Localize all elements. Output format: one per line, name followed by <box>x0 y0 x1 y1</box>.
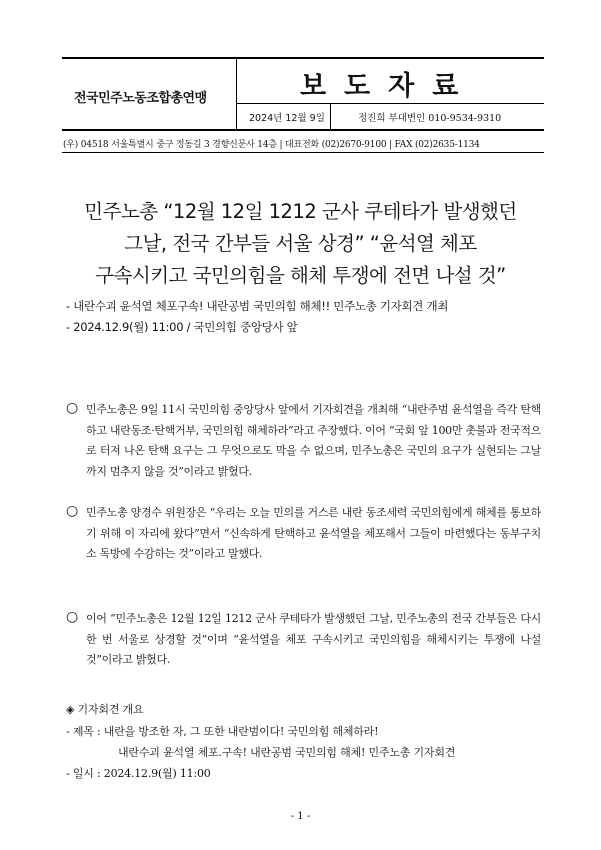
overview-datetime: - 일시 : 2024.12.9(월) 11:00 <box>66 767 211 780</box>
paragraph-bullet: ○ <box>66 503 79 519</box>
overview-heading: ◈ 기자회견 개요 <box>66 703 144 716</box>
org-name: 전국민주노동조합총연맹 <box>74 91 207 106</box>
header-bottom-rule <box>62 129 544 131</box>
headline-line-3: 구속시키고 국민의힘을 해체 투쟁에 전면 나설 것” <box>95 264 506 287</box>
page-number: - 1 - <box>290 811 311 822</box>
paragraph-bullet: ○ <box>66 609 79 625</box>
overview-title-line-1: - 제목 : 내란을 방조한 자, 그 또한 내란범이다! 국민의힘 해체하라! <box>66 725 379 738</box>
header-top-rule <box>62 57 544 59</box>
headline-line-2: 그날, 전국 간부들 서울 상경” “윤석열 체포 <box>124 232 477 255</box>
press-release-title: 보도자료 <box>300 71 477 102</box>
contact-info: 정진희 부대변인 010-9534-9310 <box>358 113 502 124</box>
subtitle-1: - 내란수괴 윤석열 체포구속! 내란공범 국민의힘 해체!! 민주노총 기자회견 개최 <box>66 299 449 313</box>
address-rule <box>62 152 544 153</box>
paragraph-3: 이어 “민주노총은 12월 12일 1212 군사 쿠테타가 발생했던 그날, 민주노총의 전국 간부들은 다시 한 번 서울로 상경할 것”이며 “윤석열을 체포 구속시키고 국민의힘을 해체시키는 투쟁에 나설 것”이라고 밝혔다. <box>86 612 541 666</box>
headline-line-1: 민주노총 “12월 12일 1212 군사 쿠테타가 발생했던 <box>84 200 517 223</box>
address-line: (우) 04518 서울특별시 중구 정동길 3 경향신문사 14층 | 대표전화 (02)2670-9100 | FAX (02)2635-1134 <box>63 140 480 150</box>
subtitle-2: - 2024.12.9(월) 11:00 / 국민의힘 중앙당사 앞 <box>66 320 298 334</box>
release-date: 2024년 12월 9일 <box>249 113 325 124</box>
header-inner-divider <box>330 104 331 129</box>
paragraph-2: 민주노총 양경수 위원장은 “우리는 오늘 민의를 거스른 내란 동조세력 국민의힘에게 해체를 통보하기 위해 이 자리에 왔다”면서 “신속하게 탄핵하고 윤석열을 체포해서 그들이 마련했다는 동부구치소 독방에 수감하는 것”이라고 말했다. <box>86 506 541 560</box>
overview-title-line-2: 내란수괴 윤석열 체포.구속! 내란공범 국민의힘 해체! 민주노총 기자회견 <box>118 746 456 759</box>
paragraph-1: 민주노총은 9일 11시 국민의힘 중앙당사 앞에서 기자회견을 개최해 “내란주범 윤석열을 즉각 탄핵하고 내란동조·탄핵거부, 국민의힘 해체하라”라고 주장했다. 이어 “국회 앞 100만 촛불과 전국적으로 터져 나온 탄핵 요구는 그 무엇으로도 막을 수 없으며, 민주노총은 국민의 요구가 실현되는 그날까지 멈추지 않을 것”이라고 밝혔다. <box>86 403 541 478</box>
header-divider <box>236 59 237 129</box>
paragraph-bullet: ○ <box>66 400 79 416</box>
header-inner-rule <box>237 103 544 104</box>
